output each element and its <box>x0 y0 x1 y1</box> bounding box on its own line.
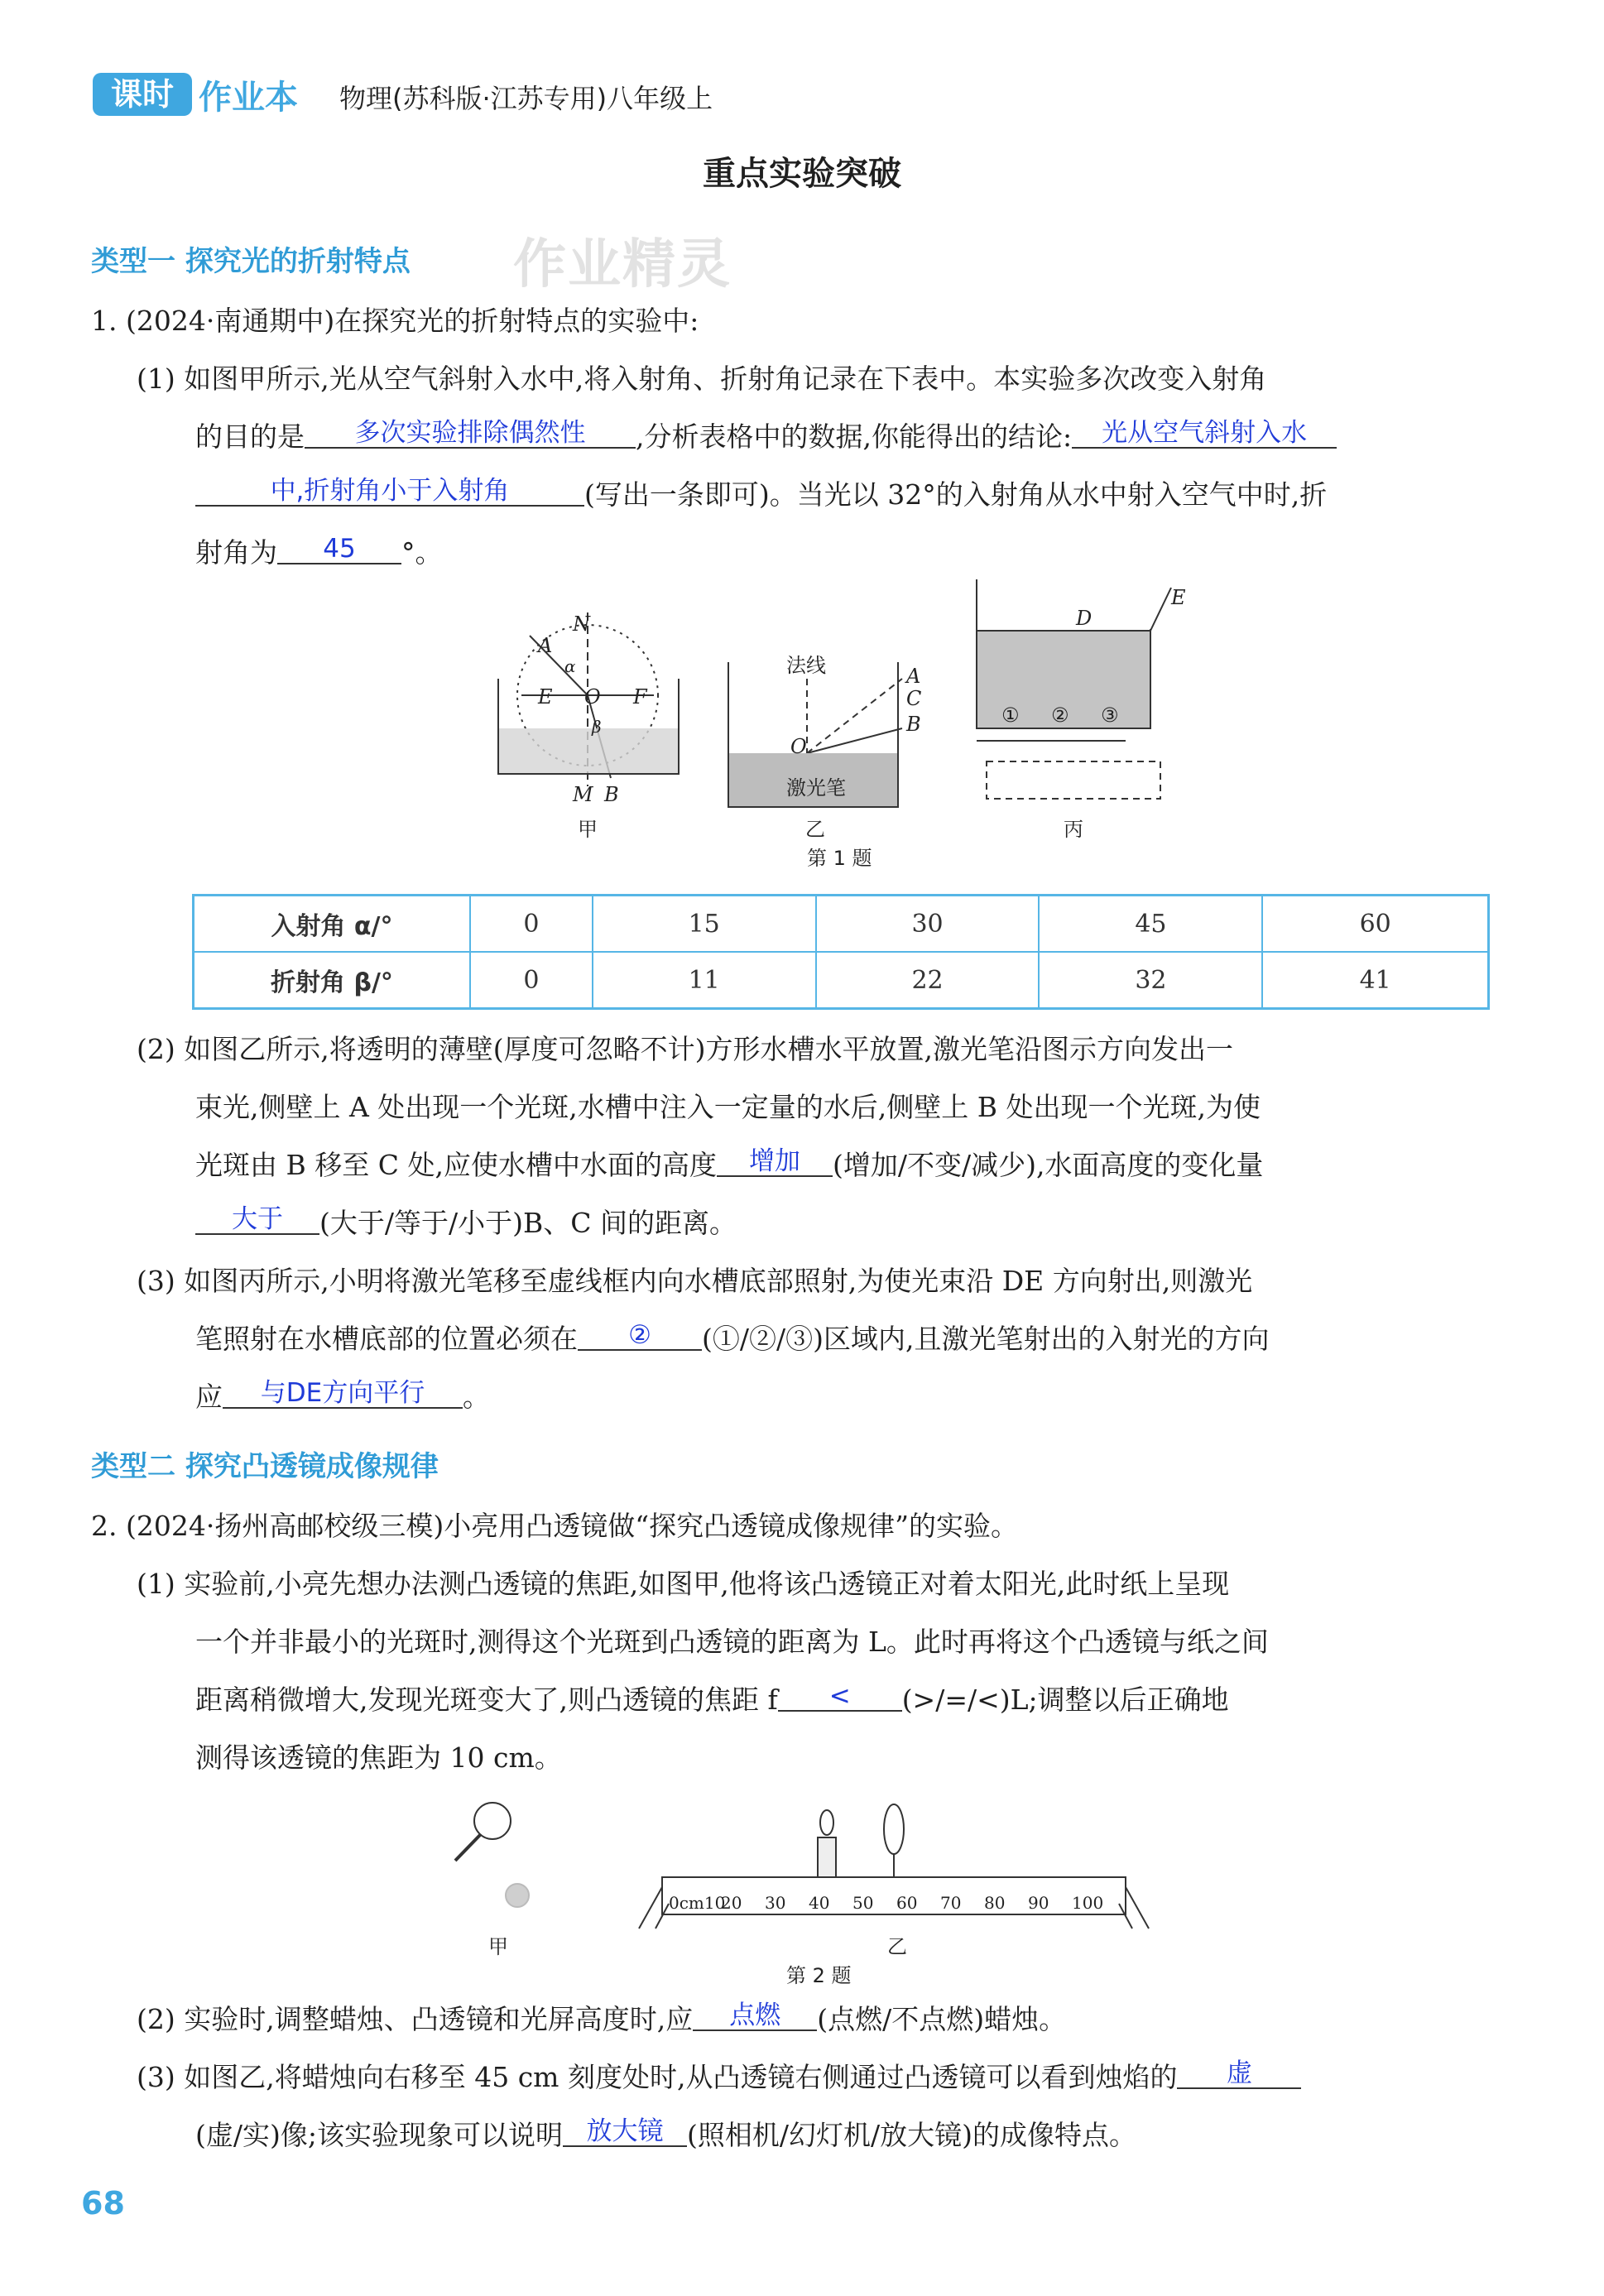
label-alpha: α <box>564 656 576 676</box>
q1-p1-line1: (1) 如图甲所示,光从空气斜射入水中,将入射角、折射角记录在下表中。本实验多次改变入射角 <box>137 363 1267 395</box>
label-O-jia: O <box>584 685 601 708</box>
label-E-bing: E <box>1171 586 1186 609</box>
watermark: 作业精灵 <box>513 234 732 295</box>
label-B-yi: B <box>906 713 921 736</box>
fig1-label-jia: 甲 <box>578 818 598 841</box>
ray-to-A <box>807 679 902 753</box>
answer-light[interactable]: 点燃 <box>693 2001 817 2031</box>
angle-table <box>192 894 1490 1010</box>
q1-p1-line4: 射角为 45 °。 <box>195 534 443 569</box>
ruler-tick-label: 0cm10 <box>669 1893 726 1913</box>
q2-p1-line1: (1) 实验前,小亮先想办法测凸透镜的焦距,如图甲,他将该凸透镜正对着太阳光,此时纸上呈现 <box>137 1568 1230 1600</box>
ruler-tick-label: 40 <box>809 1893 830 1913</box>
q2-p1-line2: 一个并非最小的光斑时,测得这个光斑到凸透镜的距离为 L。此时再将这个凸透镜与纸之间 <box>195 1626 1269 1658</box>
label-A-jia: A <box>538 634 553 657</box>
fig2-label-jia: 甲 <box>488 1935 508 1958</box>
label-beta: β <box>592 717 602 737</box>
table-cell: 32 <box>1039 952 1262 1009</box>
subject-label: 物理(苏科版·江苏专用)八年级上 <box>339 83 713 114</box>
section-heading-type2: 类型二 探究凸透镜成像规律 <box>91 1450 439 1483</box>
q2-p1-line4: 测得该透镜的焦距为 10 cm。 <box>195 1741 562 1774</box>
answer-conclusion-b[interactable]: 中,折射角小于入射角 <box>195 477 584 507</box>
answer-direction[interactable]: 与DE方向平行 <box>223 1379 463 1409</box>
q2-intro: 2. (2024·扬州高邮校级三模)小亮用凸透镜做“探究凸透镜成像规律”的实验。 <box>91 1510 1018 1542</box>
magnifier-lens <box>474 1803 511 1839</box>
label-E-jia: E <box>538 685 553 708</box>
table-cell: 11 <box>593 952 816 1009</box>
table-cell: 60 <box>1262 896 1488 953</box>
label-D: D <box>1076 607 1093 630</box>
label-F-jia: F <box>633 685 647 708</box>
answer-change[interactable]: 大于 <box>195 1205 319 1235</box>
answer-image[interactable]: 虚 <box>1177 2059 1301 2089</box>
q1-p2-line4: 大于 (大于/等于/小于)B、C 间的距离。 <box>195 1207 737 1240</box>
label-O-yi: O <box>790 735 807 758</box>
q1-p3-line1: (3) 如图丙所示,小明将激光笔移至虚线框内向水槽底部照射,为使光束沿 DE 方向射出,则激光 <box>137 1265 1253 1297</box>
answer-region[interactable]: ② <box>578 1321 702 1351</box>
table-row <box>194 896 1489 953</box>
ruler-tick-label: 80 <box>984 1893 1006 1913</box>
light-spot <box>506 1884 529 1907</box>
ruler-tick-label: 30 <box>765 1893 786 1913</box>
q1-p2-line2: 束光,侧壁上 A 处出现一个光斑,水槽中注入一定量的水后,侧壁上 B 处出现一个光斑,为使 <box>195 1091 1261 1123</box>
fig2-label-yi: 乙 <box>887 1935 907 1958</box>
table-cell: 30 <box>816 896 1040 953</box>
answer-focal[interactable]: < <box>778 1682 902 1712</box>
answer-height[interactable]: 增加 <box>717 1147 833 1177</box>
ruler-tick-label: 90 <box>1028 1893 1049 1913</box>
q2-p2: (2) 实验时,调整蜡烛、凸透镜和光屏高度时,应 点燃 (点燃/不点燃)蜡烛。 <box>137 2001 1067 2035</box>
brand-logo: 课时 <box>93 73 192 116</box>
ruler-tick-label: 70 <box>940 1893 962 1913</box>
q1-p2-line1: (2) 如图乙所示,将透明的薄壁(厚度可忽略不计)方形水槽水平放置,激光笔沿图示方向发出一 <box>137 1033 1233 1065</box>
q1-p1-line3: 中,折射角小于入射角 (写出一条即可)。当光以 32°的入射角从水中射入空气中时,折 <box>195 478 1327 512</box>
page-title: 重点实验突破 <box>703 155 901 193</box>
label-M: M <box>573 783 593 806</box>
table-row <box>194 952 1489 1009</box>
laser-box-dashed <box>987 761 1160 799</box>
ruler-tick-label: 60 <box>896 1893 918 1913</box>
label-C-yi: C <box>906 687 922 710</box>
region-1: ① <box>1001 704 1020 727</box>
ruler-tick-label: 50 <box>852 1893 874 1913</box>
water-jia <box>499 728 678 773</box>
table-header-incidence: 入射角 α/° <box>194 896 471 953</box>
fig1-caption: 第 1 题 <box>807 847 872 870</box>
region-3: ③ <box>1101 704 1119 727</box>
ray-to-B <box>807 728 902 753</box>
region-2: ② <box>1051 704 1069 727</box>
answer-angle[interactable]: 45 <box>277 535 401 564</box>
convex-lens <box>884 1804 904 1854</box>
answer-purpose[interactable]: 多次实验排除偶然性 <box>305 419 636 449</box>
magnifier-handle <box>455 1835 480 1861</box>
q2-p1-line3: 距离稍微增大,发现光斑变大了,则凸透镜的焦距 f < (>/=/<)L;调整以后正确地 <box>195 1681 1229 1716</box>
answer-device[interactable]: 放大镜 <box>563 2117 687 2147</box>
figure-2 <box>447 1788 1192 1995</box>
table-cell: 22 <box>816 952 1040 1009</box>
answer-conclusion-a[interactable]: 光从空气斜射入水 <box>1072 419 1337 449</box>
flame-icon <box>820 1810 833 1835</box>
q1-p1-line2: 的目的是 多次实验排除偶然性 ,分析表格中的数据,你能得出的结论: 光从空气斜射入水 <box>195 420 1337 454</box>
q2-p3-line1: (3) 如图乙,将蜡烛向右移至 45 cm 刻度处时,从凸透镜右侧通过凸透镜可以看到烛焰的 虚 <box>137 2061 1301 2094</box>
q1-p2-line3: 光斑由 B 移至 C 处,应使水槽中水面的高度 增加 (增加/不变/减少),水面高度的变化量 <box>195 1146 1264 1181</box>
fig1-label-bing: 丙 <box>1064 818 1083 841</box>
ruler-tick-label: 100 <box>1072 1893 1104 1913</box>
table-cell: 45 <box>1039 896 1262 953</box>
section-heading-type1: 类型一 探究光的折射特点 <box>91 245 411 278</box>
q1-intro: 1. (2024·南通期中)在探究光的折射特点的实验中: <box>91 305 699 337</box>
ruler-ticks <box>669 1893 1103 1913</box>
label-A-yi: A <box>906 665 921 688</box>
table-header-refraction: 折射角 β/° <box>194 952 471 1009</box>
table-cell: 15 <box>593 896 816 953</box>
table-cell: 0 <box>470 952 593 1009</box>
label-laser: 激光笔 <box>786 776 846 800</box>
label-N: N <box>573 612 590 636</box>
book-name: 作业本 <box>199 79 298 117</box>
ruler-tick-label: 20 <box>721 1893 742 1913</box>
figure-1 <box>480 579 1225 886</box>
table-cell: 0 <box>470 896 593 953</box>
table-cell: 41 <box>1262 952 1488 1009</box>
page-number: 68 <box>81 2185 125 2222</box>
label-normal: 法线 <box>786 654 826 677</box>
q2-p3-line2: (虚/实)像;该实验现象可以说明 放大镜 (照相机/幻灯机/放大镜)的成像特点。 <box>195 2116 1136 2151</box>
q1-p3-line3: 应 与DE方向平行 。 <box>195 1378 490 1413</box>
label-B-jia: B <box>604 783 619 806</box>
candle <box>818 1837 836 1877</box>
fig2-caption: 第 2 题 <box>786 1964 852 1987</box>
ray-DE <box>1150 588 1171 631</box>
fig1-label-yi: 乙 <box>805 818 825 841</box>
q1-p3-line2: 笔照射在水槽底部的位置必须在 ② (①/②/③)区域内,且激光笔射出的入射光的方向 <box>195 1320 1270 1355</box>
